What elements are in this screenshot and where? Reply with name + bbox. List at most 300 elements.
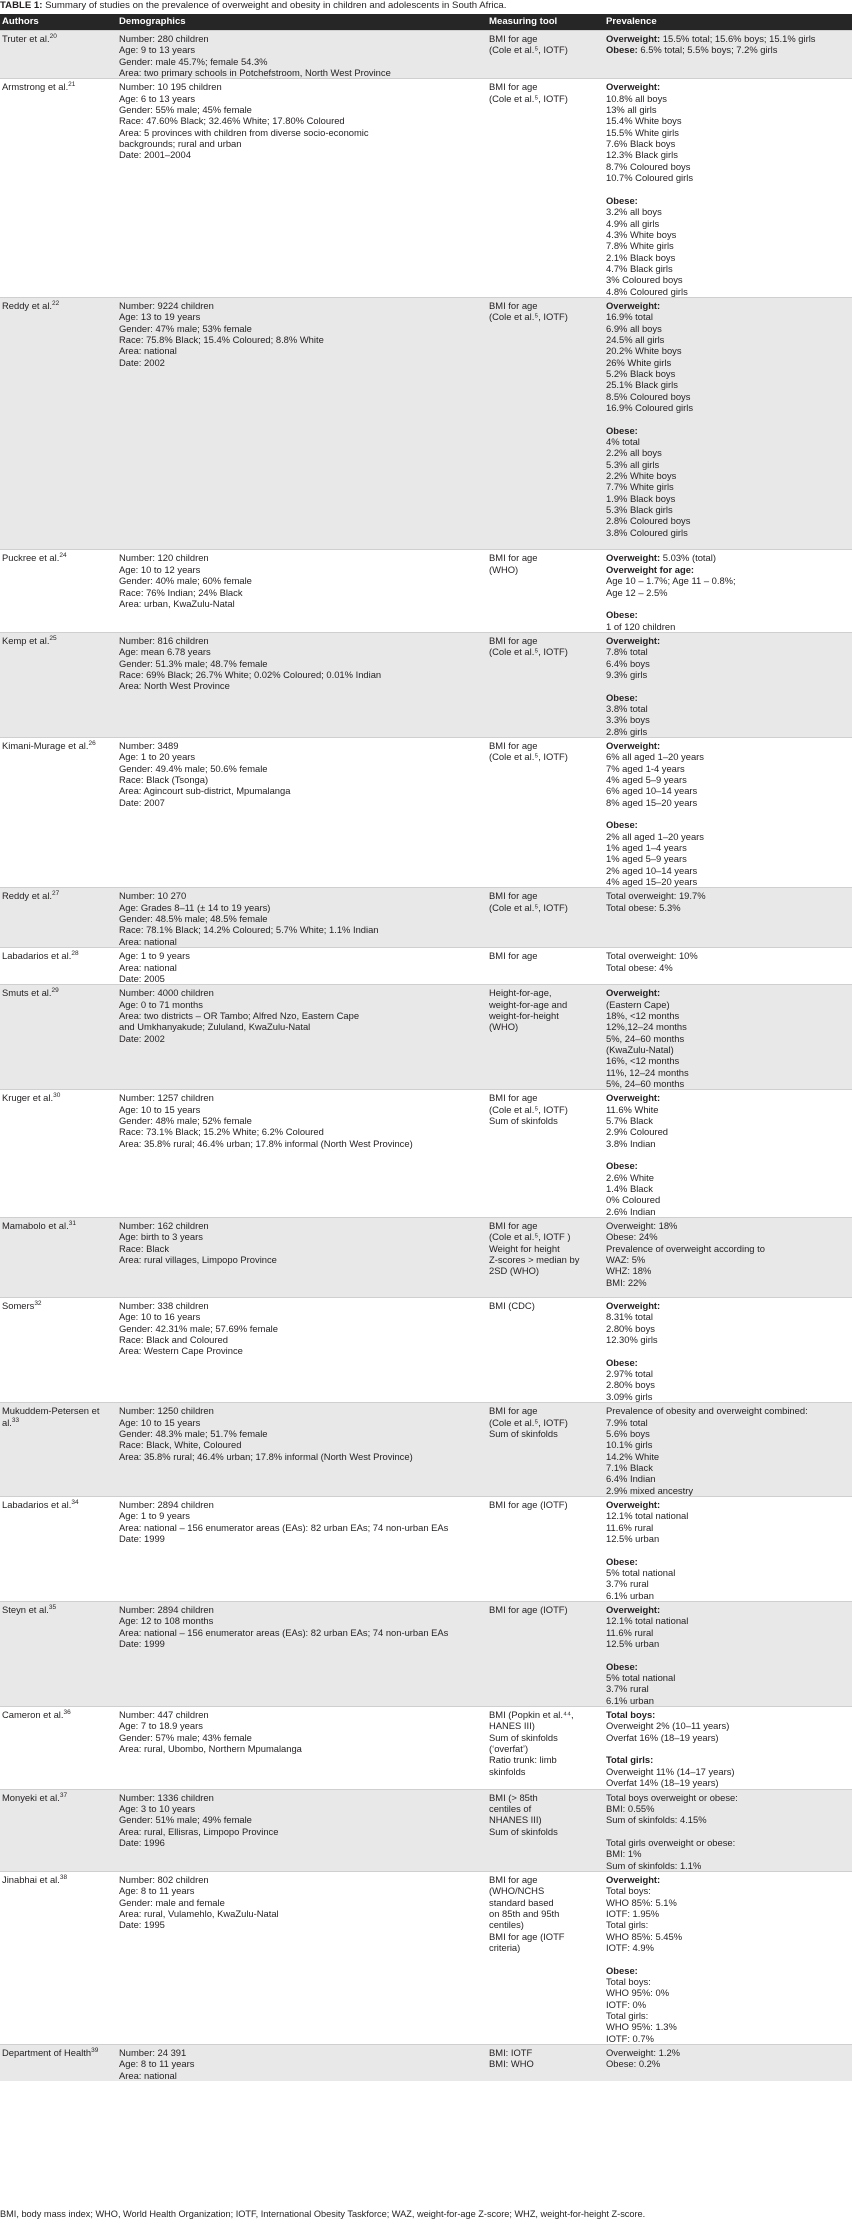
prevalence-text: 10.7% Coloured girls: [606, 172, 694, 184]
demographics-line: Date: 1999: [119, 1532, 165, 1544]
prevalence-line: [606, 1732, 850, 1743]
measuring-tool-line: Z-scores > median by: [489, 1254, 580, 1266]
prevalence-text: 11%, 12–24 months: [606, 1066, 689, 1078]
measuring-tool-line: Sum of skinfolds: [489, 1427, 558, 1439]
prevalence-cell: [604, 1090, 852, 1218]
measuring-tool-line: skinfolds: [489, 1765, 526, 1777]
measuring-tool-line: BMI for age: [489, 33, 538, 44]
table-caption-text: Summary of studies on the prevalence of overweight and obesity in children and adolescents in South Africa.: [42, 0, 507, 11]
author-name: Steyn et al.: [2, 1604, 49, 1615]
prevalence-line: [606, 1334, 850, 1345]
prevalence-line: [606, 527, 850, 538]
prevalence-line: [606, 1473, 850, 1484]
measuring-tool-cell: [487, 550, 604, 632]
prevalence-text: 5.2% Black boys: [606, 367, 676, 379]
prevalence-line: [606, 726, 850, 737]
prevalence-text: IOTF: 1.95%: [606, 1907, 660, 1919]
measuring-tool-line: standard based: [489, 1896, 554, 1908]
prevalence-line: [606, 1323, 850, 1334]
prevalence-line: [606, 263, 850, 274]
prevalence-text: 25.1% Black girls: [606, 379, 678, 391]
author-name: Mukuddem-Petersen et al.: [2, 1405, 100, 1428]
demographics-line: Number: 9224 children: [119, 299, 214, 311]
prevalence-text: 2.80% boys: [606, 1322, 655, 1334]
measuring-tool-line: (WHO/NCHS: [489, 1885, 545, 1897]
prevalence-text: Sum of skinfolds: 1.1%: [606, 1859, 702, 1871]
author-name: Kimani-Murage et al.: [2, 739, 89, 751]
prevalence-heading: Overweight:: [606, 1873, 661, 1885]
demographics-line: Gender: 55% male; 45% female: [119, 104, 252, 116]
measuring-tool-cell: [487, 888, 604, 948]
measuring-tool-cell: [487, 985, 604, 1090]
prevalence-line: [606, 1848, 850, 1859]
demographics-line: Number: 162 children: [119, 1220, 209, 1232]
prevalence-text: 15.4% White boys: [606, 115, 682, 127]
prevalence-line: [606, 538, 850, 549]
prevalence-text: 2.9% mixed ancestry: [606, 1484, 694, 1496]
prevalence-line: [606, 1243, 850, 1254]
prevalence-line: [606, 598, 850, 609]
prevalence-heading: Overweight:: [606, 299, 661, 311]
prevalence-line: [606, 218, 850, 229]
prevalence-heading: Obese:: [606, 194, 638, 206]
prevalence-text: 12.5% urban: [606, 1638, 660, 1650]
prevalence-text: 2.2% White boys: [606, 470, 677, 482]
table-row: [0, 1871, 852, 2044]
prevalence-text: Total obese: 5.3%: [606, 901, 681, 913]
table-row: [0, 1218, 852, 1298]
prevalence-cell: [604, 550, 852, 632]
prevalence-heading: Overweight:: [606, 81, 661, 93]
demographics-cell: [117, 948, 487, 985]
author-name: Mamabolo et al.: [2, 1220, 69, 1232]
prevalence-line: [606, 1908, 850, 1919]
table-row: [0, 948, 852, 985]
prevalence-line: [606, 323, 850, 334]
author-name: Monyeki et al.: [2, 1791, 60, 1803]
table-caption-label: TABLE 1:: [0, 0, 43, 11]
prevalence-line: [606, 751, 850, 762]
prevalence-line: [606, 481, 850, 492]
prevalence-line: [606, 493, 850, 504]
prevalence-line: [606, 149, 850, 160]
measuring-tool-line: (Cole et al.⁵, IOTF): [489, 751, 568, 763]
demographics-line: Age: 1 to 9 years: [119, 1510, 190, 1522]
prevalence-text: 5%, 24–60 months: [606, 1032, 685, 1044]
demographics-line: Number: 447 children: [119, 1709, 209, 1721]
demographics-line: Area: rural villages, Limpopo Province: [119, 1254, 277, 1266]
prevalence-line: [606, 1078, 850, 1089]
table-row: [0, 550, 852, 632]
prevalence-line: [606, 300, 850, 311]
prevalence-line: [606, 1417, 850, 1428]
demographics-line: Area: 5 provinces with children from diverse socio-economic: [119, 126, 369, 138]
prevalence-line: [606, 1010, 850, 1021]
demographics-line: Area: urban, KwaZulu-Natal: [119, 597, 235, 609]
demographics-line: Number: 4000 children: [119, 987, 214, 999]
prevalence-text: 7.8% total: [606, 646, 648, 658]
measuring-tool-line: 2SD (WHO): [489, 1265, 539, 1277]
prevalence-line: [606, 1067, 850, 1078]
reference-number: 28: [71, 950, 79, 958]
author-cell: [0, 2045, 117, 2082]
reference-number: 24: [59, 552, 67, 560]
demographics-cell: [117, 737, 487, 887]
prevalence-line: [606, 1115, 850, 1126]
author-cell: [0, 888, 117, 948]
demographics-line: Age: 10 to 15 years: [119, 1103, 201, 1115]
prevalence-text: WHO 85%: 5.1%: [606, 1896, 677, 1908]
prevalence-text: 1% aged 5–9 years: [606, 853, 687, 865]
prevalence-text: WHO 85%: 5.45%: [606, 1930, 683, 1942]
prevalence-line: [606, 1987, 850, 1998]
prevalence-text: 8.5% Coloured boys: [606, 390, 691, 402]
measuring-tool-line: BMI (> 85th: [489, 1791, 538, 1803]
prevalence-line: [606, 138, 850, 149]
prevalence-line: [606, 1720, 850, 1731]
table-row: [0, 1298, 852, 1403]
reference-number: 20: [49, 33, 57, 40]
demographics-line: Number: 1250 children: [119, 1405, 214, 1417]
prevalence-text: 7.9% total: [606, 1416, 648, 1428]
demographics-line: Race: Black (Tsonga): [119, 774, 209, 785]
author-cell: [0, 632, 117, 737]
measuring-tool-line: Sum of skinfolds: [489, 1731, 558, 1743]
prevalence-text: 16.9% total: [606, 311, 653, 323]
measuring-tool-line: (Cole et al.⁵, IOTF): [489, 1416, 568, 1428]
demographics-line: Date: 2002: [119, 1032, 165, 1044]
prevalence-text: Overweight: 18%: [606, 1220, 678, 1232]
measuring-tool-line: on 85th and 95th: [489, 1907, 560, 1919]
prevalence-text: 24.5% all girls: [606, 333, 665, 345]
prevalence-text: Overweight 11% (14–17 years): [606, 1765, 735, 1777]
prevalence-line: [606, 1885, 850, 1896]
measuring-tool-cell: [487, 1789, 604, 1871]
author-name: Puckree et al.: [2, 552, 60, 564]
demographics-line: Number: 3489: [119, 739, 179, 751]
author-name: Reddy et al.: [2, 299, 53, 311]
prevalence-line: [606, 1649, 850, 1660]
demographics-cell: [117, 31, 487, 79]
prevalence-text: 20.2% White boys: [606, 345, 682, 357]
prevalence-text: 12.1% total national: [606, 1510, 689, 1522]
prevalence-line: [606, 902, 850, 913]
measuring-tool-cell: [487, 2045, 604, 2082]
demographics-cell: [117, 1789, 487, 1871]
prevalence-text: 7.7% White girls: [606, 481, 674, 493]
prevalence-text: Total girls:: [606, 2010, 649, 2022]
demographics-line: Age: 9 to 13 years: [119, 44, 196, 56]
prevalence-line: [606, 797, 850, 808]
prevalence-text: 12.5% urban: [606, 1532, 660, 1544]
prevalence-line: [606, 1231, 850, 1242]
author-cell: [0, 1602, 117, 1707]
measuring-tool-line: (Cole et al.⁵, IOTF): [489, 311, 568, 323]
prevalence-line: [606, 876, 850, 887]
prevalence-text: Total girls overweight or obese:: [606, 1836, 736, 1848]
prevalence-heading: Overweight:: [606, 987, 661, 999]
prevalence-line: [606, 1311, 850, 1322]
table-row: [0, 1707, 852, 1789]
demographics-line: Race: 76% Indian; 24% Black: [119, 586, 243, 598]
reference-number: 30: [53, 1092, 61, 1100]
prevalence-line: [606, 311, 850, 322]
prevalence-heading: Obese:: [606, 1964, 638, 1976]
prevalence-line: [606, 391, 850, 402]
table-row: [0, 1789, 852, 1871]
prevalence-text: 5.3% Black girls: [606, 504, 673, 516]
prevalence-line: [606, 1826, 850, 1837]
measuring-tool-cell: [487, 1403, 604, 1497]
demographics-cell: [117, 1871, 487, 2044]
prevalence-line: [606, 229, 850, 240]
author-name: Labadarios et al.: [2, 1498, 72, 1510]
prevalence-text: 2.8% girls: [606, 725, 648, 737]
prevalence-line: [606, 93, 850, 104]
prevalence-text: 6.4% Indian: [606, 1473, 656, 1485]
measuring-tool-cell: [487, 1218, 604, 1298]
prevalence-line: [606, 890, 850, 901]
prevalence-table: [0, 14, 852, 2081]
prevalence-line: [606, 1661, 850, 1672]
prevalence-text: BMI: 1%: [606, 1848, 642, 1860]
demographics-line: Race: Black, White, Coloured: [119, 1439, 242, 1451]
prevalence-line: [606, 740, 850, 751]
demographics-line: Race: 47.60% Black; 32.46% White; 17.80% Coloured: [119, 115, 345, 127]
demographics-line: Gender: male and female: [119, 1896, 225, 1908]
prevalence-text: 6.1% urban: [606, 1694, 654, 1706]
prevalence-text: 5% total national: [606, 1566, 676, 1578]
prevalence-text: 1% aged 1–4 years: [606, 842, 687, 854]
measuring-tool-line: (Cole et al.⁵, IOTF ): [489, 1231, 571, 1243]
prevalence-line: [606, 2010, 850, 2021]
prevalence-line: [606, 658, 850, 669]
demographics-line: Gender: 51.3% male; 48.7% female: [119, 657, 268, 669]
prevalence-line: [606, 44, 850, 55]
prevalence-cell: [604, 31, 852, 79]
prevalence-heading: Total boys:: [606, 1709, 656, 1721]
measuring-tool-line: BMI: WHO: [489, 2058, 534, 2070]
author-cell: [0, 1218, 117, 1298]
prevalence-text: 3.2% all boys: [606, 206, 662, 218]
prevalence-line: [606, 470, 850, 481]
reference-number: 35: [48, 1604, 57, 1611]
demographics-line: Area: North West Province: [119, 680, 230, 692]
prevalence-text: (KwaZulu-Natal): [606, 1043, 674, 1055]
prevalence-line: [606, 1183, 850, 1194]
prevalence-line: [606, 1485, 850, 1496]
prevalence-line: [606, 1777, 850, 1788]
prevalence-line: [606, 1300, 850, 1311]
prevalence-text: 2.6% White: [606, 1171, 654, 1183]
prevalence-line: [606, 1368, 850, 1379]
prevalence-line: [606, 763, 850, 774]
demographics-cell: [117, 1218, 487, 1298]
demographics-line: Age: 12 to 108 months: [119, 1615, 214, 1627]
prevalence-line: [606, 1033, 850, 1044]
author-name: Labadarios et al.: [2, 950, 72, 962]
prevalence-text: Overweight: 1.2%: [606, 2047, 680, 2059]
table-row: [0, 985, 852, 1090]
prevalence-line: [606, 1754, 850, 1765]
prevalence-line: [606, 127, 850, 138]
prevalence-line: [606, 1604, 850, 1615]
prevalence-line: [606, 1615, 850, 1626]
demographics-line: Number: 24 391: [119, 2047, 187, 2059]
prevalence-text: 15.5% White girls: [606, 126, 679, 138]
prevalence-line: [606, 1792, 850, 1803]
prevalence-heading: Obese:: [606, 691, 638, 703]
reference-number: 33: [11, 1416, 20, 1424]
prevalence-line: [606, 104, 850, 115]
prevalence-line: [606, 1391, 850, 1402]
demographics-line: Gender: 51% male; 49% female: [119, 1814, 252, 1826]
prevalence-line: [606, 1942, 850, 1953]
reference-number: 39: [91, 2047, 99, 2055]
table-row: [0, 1496, 852, 1601]
prevalence-cell: [604, 297, 852, 550]
prevalence-line: [606, 680, 850, 691]
reference-number: 37: [59, 1791, 68, 1799]
prevalence-line: [606, 609, 850, 620]
demographics-cell: [117, 550, 487, 632]
prevalence-line: [606, 819, 850, 830]
prevalence-line: [606, 413, 850, 424]
demographics-line: Area: national: [119, 961, 177, 973]
prevalence-line: [606, 33, 850, 44]
demographics-line: Number: 1257 children: [119, 1092, 214, 1104]
prevalence-line: [606, 183, 850, 194]
prevalence-line: [606, 459, 850, 470]
prevalence-line: [606, 1533, 850, 1544]
demographics-line: Age: 13 to 19 years: [119, 311, 201, 323]
prevalence-text: 3.8% total: [606, 702, 648, 714]
prevalence-line: [606, 1544, 850, 1555]
measuring-tool-line: centiles): [489, 1919, 524, 1931]
prevalence-line: [606, 1462, 850, 1473]
prevalence-cell: [604, 985, 852, 1090]
demographics-line: Gender: 48% male; 52% female: [119, 1114, 252, 1126]
demographics-line: Area: 35.8% rural; 46.4% urban; 17.8% informal (North West Province): [119, 1137, 413, 1149]
prevalence-heading: Overweight:: [606, 1092, 661, 1104]
demographics-line: Age: 7 to 18.9 years: [119, 1720, 203, 1732]
reference-number: 21: [68, 81, 76, 89]
measuring-tool-cell: [487, 737, 604, 887]
measuring-tool-line: NHANES III): [489, 1814, 542, 1826]
author-cell: [0, 948, 117, 985]
measuring-tool-line: weight-for-age and: [489, 998, 568, 1010]
prevalence-line: [606, 447, 850, 458]
measuring-tool-line: (Cole et al.⁵, IOTF): [489, 92, 568, 104]
author-cell: [0, 985, 117, 1090]
prevalence-heading: Overweight:: [606, 634, 661, 646]
prevalence-line: [606, 1919, 850, 1930]
prevalence-text: Prevalence of obesity and overweight combined:: [606, 1405, 808, 1417]
measuring-tool-line: Height-for-age,: [489, 987, 552, 999]
demographics-line: Gender: 42.31% male; 57.69% female: [119, 1322, 278, 1334]
demographics-line: Gender: 49.4% male; 50.6% female: [119, 762, 268, 774]
prevalence-text: 8% aged 15–20 years: [606, 796, 698, 808]
prevalence-text: 3.7% rural: [606, 1578, 649, 1590]
prevalence-line: [606, 692, 850, 703]
prevalence-cell: [604, 1298, 852, 1403]
demographics-line: Area: national – 156 enumerator areas (EAs): 82 urban EAs; 74 non-urban EAs: [119, 1626, 449, 1638]
prevalence-text: Total girls:: [606, 1919, 649, 1931]
demographics-line: Number: 2894 children: [119, 1604, 214, 1615]
demographics-line: and Umkhanyakude; Zululand, KwaZulu-Natal: [119, 1021, 311, 1033]
prevalence-text: 3.8% Indian: [606, 1137, 656, 1149]
prevalence-line: [606, 1104, 850, 1115]
reference-number: 22: [52, 299, 60, 307]
demographics-cell: [117, 1707, 487, 1789]
prevalence-line: [606, 1709, 850, 1720]
prevalence-text: 12.3% Black girls: [606, 149, 678, 161]
prevalence-text: 11.6% rural: [606, 1626, 654, 1638]
prevalence-text: 6.9% all boys: [606, 322, 662, 334]
demographics-line: Age: 8 to 11 years: [119, 1885, 195, 1897]
author-name: Cameron et al.: [2, 1709, 64, 1721]
measuring-tool-line: BMI for age: [489, 739, 538, 751]
prevalence-text: 18%, <12 months: [606, 1009, 680, 1021]
author-name: Somers: [2, 1300, 35, 1312]
prevalence-line: [606, 865, 850, 876]
measuring-tool-cell: [487, 632, 604, 737]
demographics-line: Gender: 40% male; 60% female: [119, 575, 252, 587]
prevalence-line: [606, 1683, 850, 1694]
demographics-line: Race: Black and Coloured: [119, 1334, 228, 1346]
demographics-cell: [117, 1403, 487, 1497]
prevalence-text: 7% aged 1-4 years: [606, 762, 685, 774]
measuring-tool-line: BMI for age: [489, 950, 538, 962]
reference-number: 32: [34, 1300, 42, 1308]
prevalence-line: [606, 1695, 850, 1706]
measuring-tool-line: BMI for age (IOTF): [489, 1604, 568, 1615]
measuring-tool-line: (Cole et al.⁵, IOTF): [489, 1103, 568, 1115]
measuring-tool-line: BMI (CDC): [489, 1300, 535, 1312]
author-cell: [0, 737, 117, 887]
prevalence-text: 12.30% girls: [606, 1334, 658, 1346]
prevalence-line: [606, 1567, 850, 1578]
prevalence-line: [606, 1138, 850, 1149]
prevalence-line: [606, 950, 850, 961]
prevalence-cell: [604, 1707, 852, 1789]
prevalence-line: [606, 1578, 850, 1589]
demographics-line: Gender: 47% male; 53% female: [119, 322, 252, 334]
prevalence-text: 2.8% Coloured boys: [606, 515, 691, 527]
table-caption: [0, 0, 852, 12]
prevalence-text: 13% all girls: [606, 104, 657, 116]
table-row: [0, 1403, 852, 1497]
prevalence-text: 3% Coloured boys: [606, 274, 683, 286]
prevalence-text: 16.9% Coloured girls: [606, 402, 694, 413]
prevalence-line: [606, 1590, 850, 1601]
prevalence-line: [606, 1999, 850, 2010]
prevalence-heading: Overweight for age:: [606, 563, 695, 575]
prevalence-line: [606, 1837, 850, 1848]
prevalence-text: 2.9% Coloured: [606, 1126, 669, 1138]
demographics-line: Age: 10 to 16 years: [119, 1311, 201, 1323]
measuring-tool-line: weight-for-height: [489, 1009, 559, 1021]
prevalence-line: [606, 161, 850, 172]
prevalence-line: [606, 552, 850, 563]
measuring-tool-line: BMI for age (IOTF: [489, 1930, 565, 1942]
prevalence-line: [606, 1345, 850, 1356]
measuring-tool-line: (WHO): [489, 1021, 519, 1033]
measuring-tool-line: BMI for age: [489, 1220, 538, 1232]
prevalence-text: 4% aged 5–9 years: [606, 774, 687, 785]
prevalence-text: Overfat 16% (18–19 years): [606, 1731, 719, 1743]
demographics-line: Number: 816 children: [119, 634, 209, 646]
